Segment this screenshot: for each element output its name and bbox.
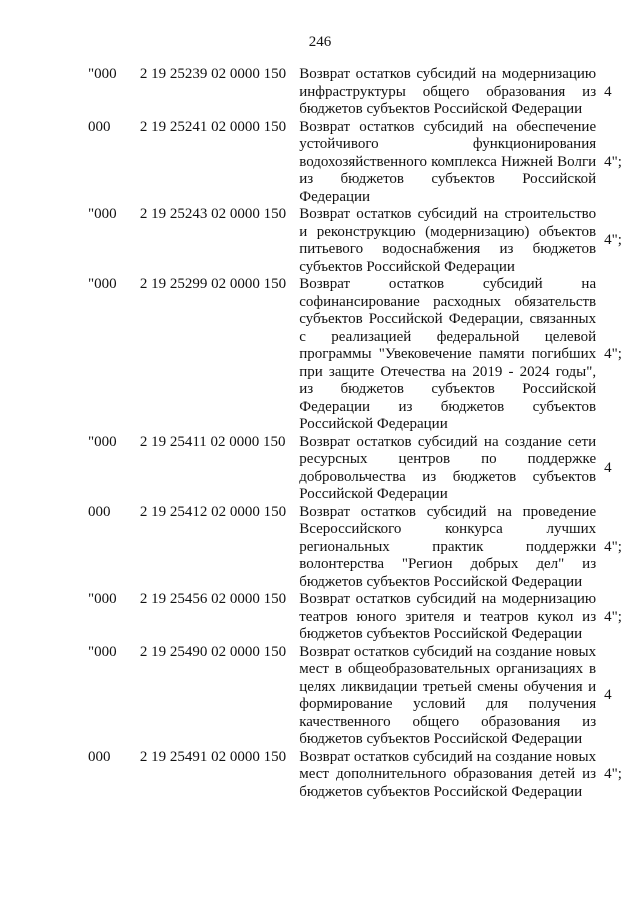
norm-value: 4"; bbox=[604, 153, 622, 170]
revenue-description: Возврат остатков субсидий на обеспечение устойчивого функционирования водохозяйственного комплекса Нижней Волги из бюджетов субъектов Российской Федерации bbox=[299, 118, 597, 205]
kbk-code: 2 19 25491 02 0000 150 bbox=[139, 748, 287, 765]
admin-code: "000 bbox=[88, 66, 117, 82]
norm-value: 4 bbox=[604, 83, 612, 100]
admin-code: 000 bbox=[88, 503, 111, 520]
kbk-code: 2 19 25490 02 0000 150 bbox=[139, 643, 287, 660]
revenue-description: Возврат остатков субсидий на софинансирование расходных обязательств субъектов Российской Федерации, связанных с реализацией федеральной целевой программы "Увековечение памяти погибших при защите Отечества на 2019 - 2024 годы", из бюджетов субъектов Российской Федерации из бюджетов субъектов Российской Федерации bbox=[299, 276, 597, 432]
admin-code: "000 bbox=[88, 591, 117, 607]
table-row bbox=[0, 749, 640, 802]
kbk-code: 2 19 25456 02 0000 150 bbox=[139, 591, 287, 607]
table-row bbox=[0, 66, 640, 119]
kbk-code: 2 19 25299 02 0000 150 bbox=[139, 276, 287, 292]
table-row bbox=[0, 206, 640, 276]
admin-code: "000 bbox=[88, 206, 117, 222]
revenue-description: Возврат остатков субсидий на создание новых мест в общеобразовательных организациях в целях ликвидации третьей смены обучения и формирование условий для получения качественного общего образования из бюджетов субъектов Российской Федерации bbox=[299, 643, 597, 747]
norm-value: 4"; bbox=[604, 232, 622, 249]
table-row bbox=[0, 119, 640, 207]
table-row bbox=[0, 276, 640, 434]
admin-code: 000 bbox=[88, 118, 111, 135]
table-row bbox=[0, 591, 640, 644]
admin-code: "000 bbox=[88, 433, 117, 450]
norm-value: 4"; bbox=[604, 766, 622, 782]
kbk-code: 2 19 25243 02 0000 150 bbox=[139, 206, 287, 222]
table-row bbox=[0, 504, 640, 592]
table-row bbox=[0, 644, 640, 749]
norm-value: 4 bbox=[604, 687, 612, 704]
norm-value: 4 bbox=[604, 459, 612, 476]
revenue-description: Возврат остатков субсидий на создание новых мест дополнительного образования детей из бюджетов субъектов Российской Федерации bbox=[299, 748, 597, 800]
norm-value: 4"; bbox=[604, 608, 622, 625]
budget-code-table bbox=[0, 66, 640, 801]
revenue-description: Возврат остатков субсидий на строительство и реконструкцию (модернизацию) объектов питьевого водоснабжения из бюджетов субъектов Российской Федерации bbox=[299, 206, 597, 275]
revenue-description: Возврат остатков субсидий на модернизацию театров юного зрителя и театров кукол из бюджетов субъектов Российской Федерации bbox=[299, 591, 597, 642]
kbk-code: 2 19 25412 02 0000 150 bbox=[139, 503, 287, 520]
revenue-description: Возврат остатков субсидий на проведение Всероссийского конкурса лучших региональных практик поддержки волонтерства "Регион добрых дел" из бюджетов субъектов Российской Федерации bbox=[299, 503, 597, 590]
admin-code: "000 bbox=[88, 643, 117, 660]
norm-value: 4"; bbox=[604, 538, 622, 555]
table-row bbox=[0, 434, 640, 504]
revenue-description: Возврат остатков субсидий на создание сети ресурсных центров по поддержке добровольчества из бюджетов субъектов Российской Федерации bbox=[299, 433, 597, 502]
admin-code: 000 bbox=[88, 748, 111, 765]
kbk-code: 2 19 25239 02 0000 150 bbox=[139, 66, 287, 82]
norm-value: 4"; bbox=[604, 346, 622, 362]
revenue-description: Возврат остатков субсидий на модернизацию инфраструктуры общего образования из бюджетов субъектов Российской Федерации bbox=[299, 66, 597, 117]
kbk-code: 2 19 25241 02 0000 150 bbox=[139, 118, 287, 135]
page-number: 246 bbox=[308, 34, 332, 50]
admin-code: "000 bbox=[88, 276, 117, 292]
kbk-code: 2 19 25411 02 0000 150 bbox=[139, 433, 286, 450]
